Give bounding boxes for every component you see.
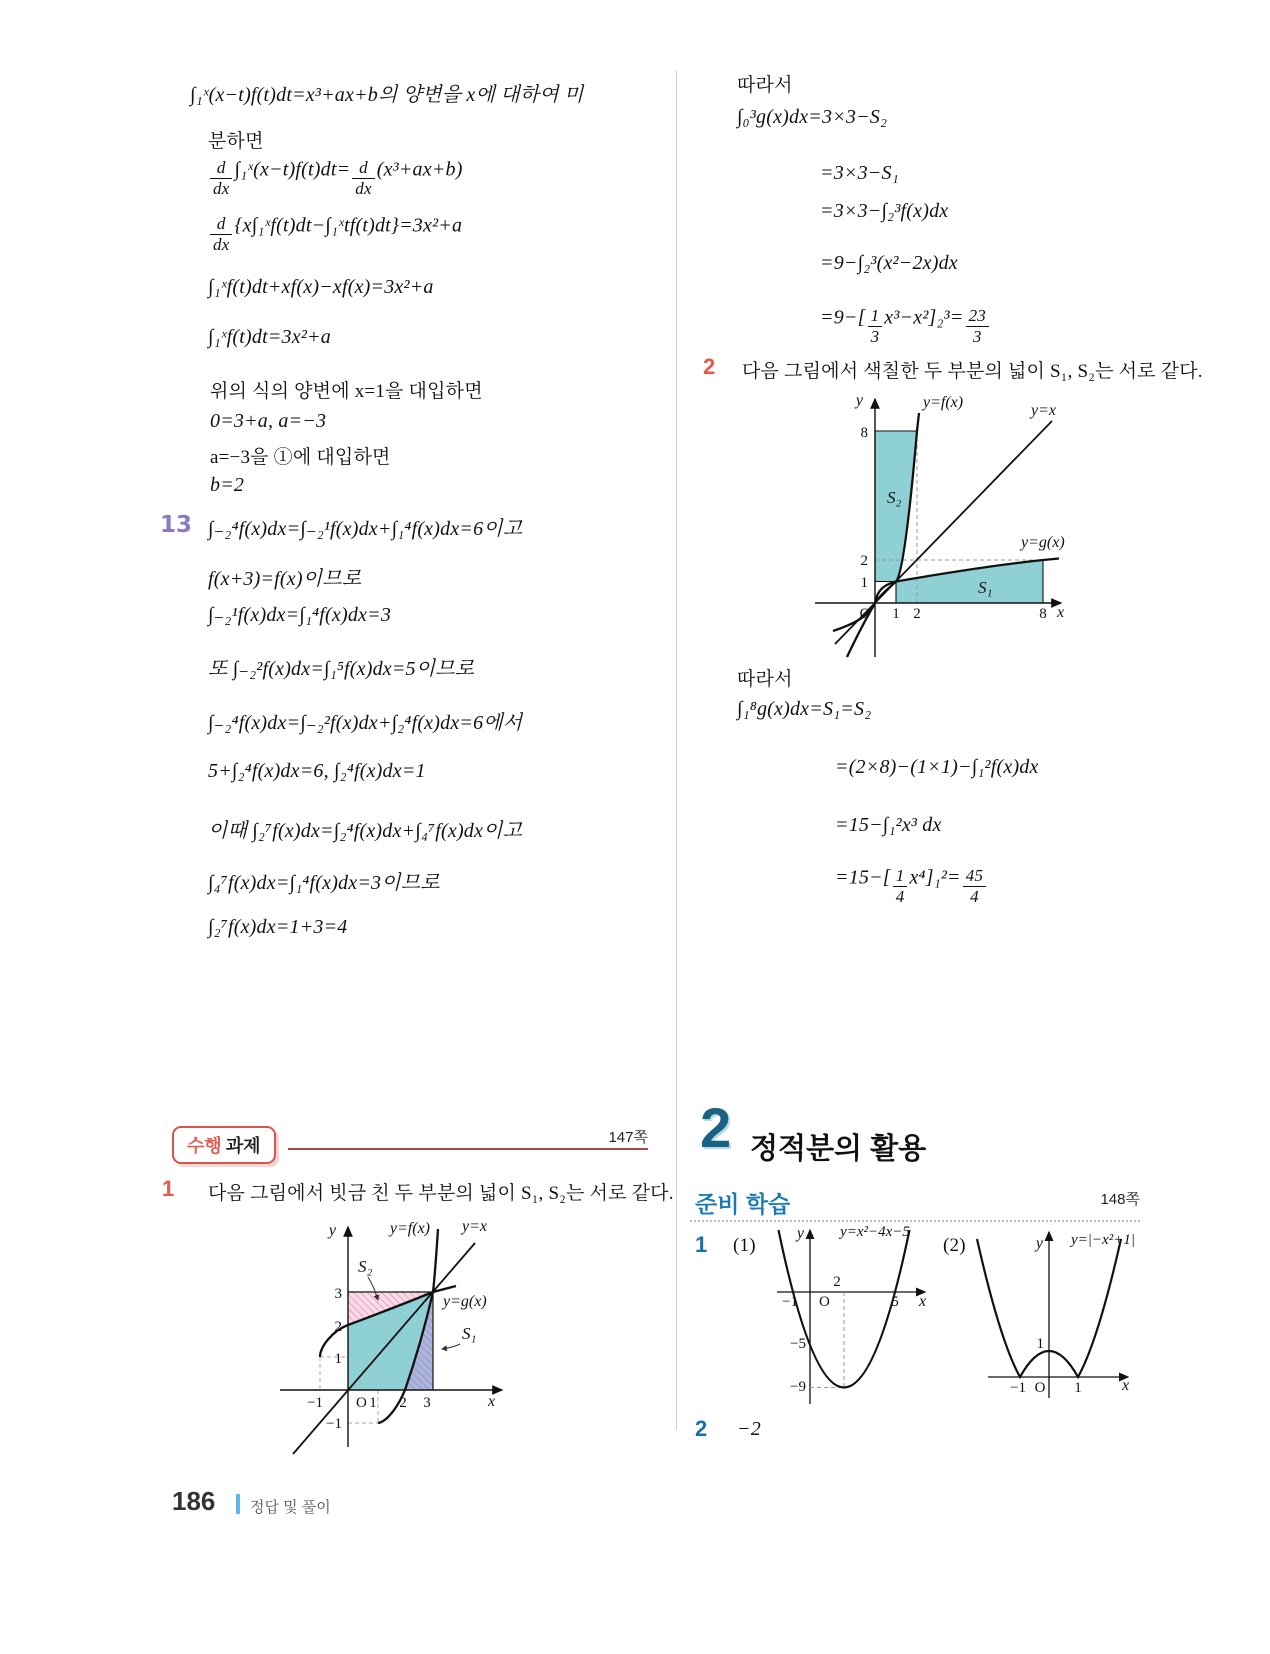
- y-equals-x-label: y=x: [1031, 402, 1056, 419]
- x-tick-5: 5: [891, 1294, 899, 1310]
- problem13-line-h: ∫₄⁷f(x)dx=∫₁⁴f(x)dx=3이므로: [208, 872, 440, 894]
- y-axis-label: y: [328, 1222, 336, 1239]
- performance-task-badge: [172, 1126, 276, 1164]
- badge-label-red: 수행: [187, 1136, 222, 1156]
- solution2-line-d1: =15−[: [835, 866, 891, 889]
- prep-problem1-number: 1: [695, 1232, 708, 1257]
- problem13-line-f: 5+∫₂⁴f(x)dx=6, ∫₂⁴f(x)dx=1: [208, 760, 426, 782]
- y-tick-1: 1: [860, 575, 868, 591]
- fraction-d-dx: $\frac{d}{dx}$: [352, 158, 374, 198]
- y-tick-1: 1: [334, 1351, 342, 1367]
- solution2-intro: 따라서: [737, 669, 793, 690]
- graph-performance-task: [240, 1215, 540, 1470]
- solution12-line10: b=2: [210, 474, 245, 496]
- x-axis-label: x: [1122, 1377, 1130, 1394]
- task-problem1-number: 1: [162, 1176, 175, 1201]
- page-ref-147: 147쪽: [608, 1129, 648, 1146]
- prep-problem2-number: 2: [695, 1416, 708, 1441]
- y-tick-3: 3: [334, 1286, 342, 1302]
- x-axis-label: x: [1057, 604, 1065, 621]
- y-tick-2: 2: [334, 1319, 342, 1335]
- solution2-line-d2: x⁴]₁²=: [909, 866, 961, 889]
- x-tick-2: 2: [913, 606, 921, 622]
- solution12-line3: [208, 158, 463, 198]
- problem13-line-i: ∫₂⁷f(x)dx=1+3=4: [208, 916, 348, 938]
- fraction-d-dx: $\frac{d}{dx}$: [210, 158, 232, 198]
- y-tick-8: 8: [860, 425, 868, 441]
- g-curve-label: y=g(x): [443, 1293, 487, 1310]
- solution1-intro: 따라서: [737, 75, 793, 96]
- graph-problem2: [795, 385, 1135, 675]
- s1-region: [896, 560, 1043, 603]
- badge-rule-line: [288, 1148, 648, 1150]
- y-tick-2: 2: [860, 553, 868, 569]
- y-tick-1: 1: [1036, 1336, 1044, 1352]
- prep-item1-label: (1): [733, 1235, 756, 1256]
- footer-label: 정답 및 풀이: [250, 1499, 331, 1516]
- x-tick-m1: −1: [307, 1395, 323, 1411]
- solution2-line-a: ∫₁⁸g(x)dx=S₁=S₂: [737, 698, 872, 720]
- solution12-line3a: ∫₁ˣ(x−t)f(t)dt=: [234, 158, 351, 181]
- problem2-number: 2: [703, 354, 716, 379]
- page-ref-148: 148쪽: [1100, 1191, 1140, 1208]
- fraction-1-4: $\frac{1}{4}$: [893, 866, 908, 906]
- solution12-line1: ∫₁ˣ(x−t)f(t)dt=x³+ax+b의 양변을 x에 대하여 미: [190, 84, 584, 106]
- x-tick-2: 2: [833, 1274, 841, 1290]
- section2-title: 정적분의 활용: [750, 1133, 927, 1165]
- solution1-line-e2: x³−x²]₂³=: [884, 306, 964, 329]
- f-curve-label: y=f(x): [923, 394, 964, 411]
- origin-label: O: [356, 1395, 367, 1411]
- solution12-line5: ∫₁ˣf(t)dt+xf(x)−xf(x)=3x²+a: [208, 276, 434, 298]
- problem13-line-e: ∫₋₂⁴f(x)dx=∫₋₂²f(x)dx+∫₂⁴f(x)dx=6에서: [208, 712, 523, 734]
- problem13-line-d: 또 ∫₋₂²f(x)dx=∫₁⁵f(x)dx=5이므로: [208, 658, 475, 680]
- x-tick-m1: −1: [1010, 1380, 1026, 1396]
- problem13-line-c: ∫₋₂¹f(x)dx=∫₁⁴f(x)dx=3: [208, 604, 392, 626]
- x-tick-m1: −1: [782, 1294, 798, 1310]
- y-axis-label: y: [855, 392, 863, 409]
- page-number: 186: [172, 1486, 216, 1516]
- origin-label: O: [859, 606, 871, 622]
- fraction-1-3: $\frac{1}{3}$: [868, 306, 883, 346]
- s1-pointer-arrow: [442, 1344, 460, 1349]
- prep-problem2-answer: −2: [737, 1418, 761, 1440]
- solution12-line8: 0=3+a, a=−3: [210, 410, 327, 432]
- y-axis-label: y: [796, 1225, 804, 1242]
- solution1-line-e1: =9−[: [820, 306, 866, 329]
- problem13-line-b: f(x+3)=f(x)이므로: [208, 568, 362, 590]
- solution2-line-b: =(2×8)−(1×1)−∫₁²f(x)dx: [835, 756, 1039, 778]
- y-tick-m1: −1: [326, 1416, 342, 1432]
- y-axis-label: y: [1035, 1235, 1043, 1252]
- y-tick-m5: −5: [790, 1336, 806, 1352]
- footer-divider-bar: [236, 1494, 240, 1514]
- f-curve-label: y=f(x): [389, 1220, 430, 1237]
- x-tick-2: 2: [399, 1395, 407, 1411]
- y-tick-m9: −9: [790, 1379, 806, 1395]
- solution2-line-d: [835, 866, 988, 906]
- x-tick-8: 8: [1039, 606, 1047, 622]
- origin-label: O: [819, 1294, 830, 1310]
- solution1-line-d: =9−∫₂³(x²−2x)dx: [820, 252, 958, 274]
- g-curve-label: y=g(x): [1021, 534, 1065, 551]
- solution12-line4: [208, 214, 462, 254]
- curve-equation-label: y=|−x²+1|: [1071, 1232, 1135, 1248]
- graph-prep2: [978, 1222, 1168, 1407]
- problem13-line-a: ∫₋₂⁴f(x)dx=∫₋₂¹f(x)dx+∫₁⁴f(x)dx=6이고: [208, 518, 523, 540]
- fraction-45-4: $\frac{45}{4}$: [963, 866, 986, 906]
- solution12-line7: 위의 식의 양변에 x=1을 대입하면: [210, 381, 483, 402]
- problem13-line-g: 이때 ∫₂⁷f(x)dx=∫₂⁴f(x)dx+∫₄⁷f(x)dx이고: [208, 820, 523, 842]
- solution12-line2: 분하면: [208, 131, 264, 152]
- x-tick-1: 1: [369, 1395, 377, 1411]
- s1-label: S₁: [978, 578, 993, 597]
- solution12-line4a: {x∫₁ˣf(t)dt−∫₁ˣtf(t)dt}=3x²+a: [234, 214, 463, 237]
- problem13-number: 13: [160, 512, 193, 538]
- solution1-line-c: =3×3−∫₂³f(x)dx: [820, 200, 949, 222]
- solution2-line-c: =15−∫₁²x³ dx: [835, 814, 942, 836]
- graph-prep1: [775, 1222, 965, 1407]
- solution12-line9: a=−3을 ①에 대입하면: [210, 447, 391, 468]
- section2-number: 2: [700, 1096, 732, 1159]
- x-axis-label: x: [919, 1293, 927, 1310]
- x-tick-1: 1: [1074, 1380, 1082, 1396]
- problem2-text: 다음 그림에서 색칠한 두 부분의 넓이 S₁, S₂는 서로 같다.: [742, 361, 1203, 382]
- y-equals-x-label: y=x: [462, 1218, 487, 1235]
- fraction-d-dx: $\frac{d}{dx}$: [210, 214, 232, 254]
- column-divider: [676, 70, 677, 1430]
- x-tick-1: 1: [892, 606, 900, 622]
- x-axis-label: x: [488, 1393, 496, 1410]
- x-tick-3: 3: [423, 1395, 431, 1411]
- prep-item2-label: (2): [943, 1235, 966, 1256]
- solution1-line-a: ∫₀³g(x)dx=3×3−S₂: [737, 106, 888, 128]
- curve-equation-label: y=x²−4x−5: [840, 1224, 910, 1240]
- badge-label-black: 과제: [225, 1136, 261, 1156]
- s2-label: S₂: [887, 488, 902, 507]
- task-problem1-text: 다음 그림에서 빗금 친 두 부분의 넓이 S₁, S₂는 서로 같다.: [208, 1183, 674, 1204]
- s2-label: S₂: [358, 1257, 373, 1276]
- solution12-line3b: (x³+ax+b): [376, 158, 463, 181]
- solution1-line-b: =3×3−S₁: [820, 162, 899, 184]
- prep-study-title: 준비 학습: [695, 1191, 791, 1217]
- origin-label: O: [1034, 1380, 1046, 1396]
- solution1-line-e: [820, 306, 991, 346]
- fraction-23-3: $\frac{23}{3}$: [966, 306, 989, 346]
- solution12-line6: ∫₁ˣf(t)dt=3x²+a: [208, 326, 331, 348]
- s1-label: S₁: [462, 1324, 477, 1343]
